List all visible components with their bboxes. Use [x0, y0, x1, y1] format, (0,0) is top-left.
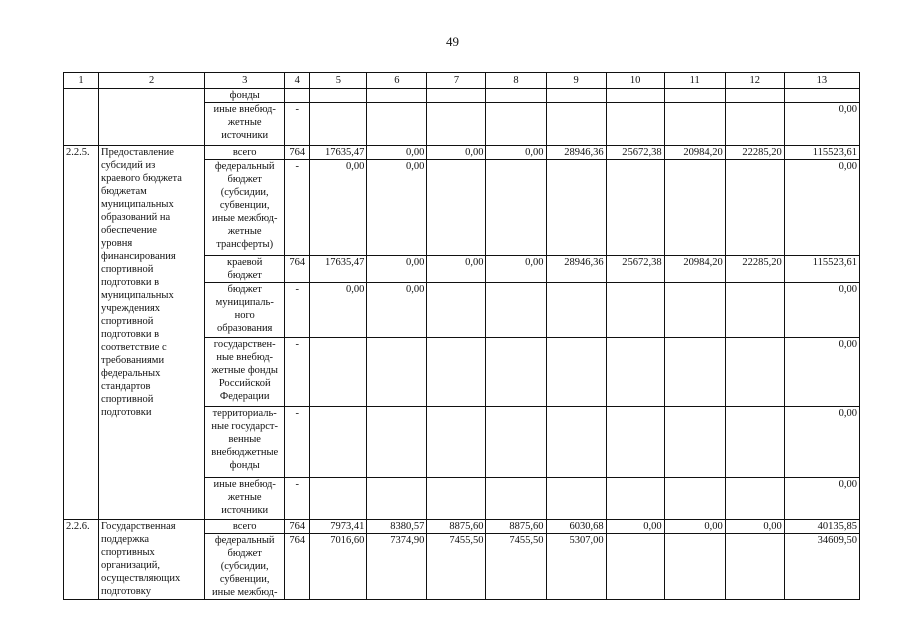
value-cell-7 — [427, 338, 486, 407]
table-body — [64, 73, 860, 600]
value-cell-6: 0,00 — [367, 256, 427, 283]
value-cell-12: 22285,20 — [725, 146, 784, 160]
value-cell-8: 7455,50 — [486, 534, 546, 600]
value-cell-9 — [546, 338, 606, 407]
value-cell-11 — [664, 478, 725, 520]
value-cell-13: 115523,61 — [784, 146, 859, 160]
code-cell: 764 — [285, 520, 310, 534]
value-cell-13: 0,00 — [784, 338, 859, 407]
value-cell-11 — [664, 103, 725, 146]
value-cell-9: 28946,36 — [546, 146, 606, 160]
value-cell-8: 0,00 — [486, 146, 546, 160]
code-cell: - — [285, 103, 310, 146]
value-cell-5 — [310, 338, 367, 407]
column-header-5: 5 — [310, 73, 367, 89]
value-cell-10: 25672,38 — [606, 146, 664, 160]
value-cell-7 — [427, 160, 486, 256]
value-cell-9 — [546, 283, 606, 338]
column-header-4: 4 — [285, 73, 310, 89]
column-header-7: 7 — [427, 73, 486, 89]
value-cell-7 — [427, 283, 486, 338]
value-cell-10: 25672,38 — [606, 256, 664, 283]
item-number-225: 2.2.5. — [64, 146, 99, 520]
value-cell-10 — [606, 478, 664, 520]
column-header-6: 6 — [367, 73, 427, 89]
value-cell-8 — [486, 283, 546, 338]
value-cell-10 — [606, 103, 664, 146]
value-cell-8 — [486, 407, 546, 478]
value-cell-7: 8875,60 — [427, 520, 486, 534]
value-cell-5: 17635,47 — [310, 146, 367, 160]
value-cell-13: 0,00 — [784, 283, 859, 338]
value-cell-7: 7455,50 — [427, 534, 486, 600]
value-cell-6: 8380,57 — [367, 520, 427, 534]
value-cell-8 — [486, 103, 546, 146]
value-cell-13: 0,00 — [784, 478, 859, 520]
code-cell: 764 — [285, 534, 310, 600]
value-cell-5 — [310, 89, 367, 103]
value-cell-9 — [546, 407, 606, 478]
value-cell-11 — [664, 534, 725, 600]
table-row — [64, 89, 860, 103]
item-name-225: Предоставление субсидий из краевого бюджета бюджетам муниципальных образований на обеспечение уровня финансирования спортивной подготовки в муниципальных учреждениях спортивной подготовки в соответствие с требованиями федеральных стандартов спортивной подготовки — [99, 146, 205, 520]
value-cell-6 — [367, 407, 427, 478]
value-cell-6 — [367, 89, 427, 103]
value-cell-12 — [725, 283, 784, 338]
funding-source-cell: федеральный бюджет (субсидии, субвенции, иные межбюд- — [205, 534, 285, 600]
value-cell-12 — [725, 407, 784, 478]
value-cell-8: 8875,60 — [486, 520, 546, 534]
table-row — [64, 146, 860, 160]
code-cell: - — [285, 160, 310, 256]
value-cell-6 — [367, 338, 427, 407]
value-cell-12 — [725, 478, 784, 520]
code-cell: 764 — [285, 146, 310, 160]
funding-source-cell: иные внебюд- жетные источники — [205, 103, 285, 146]
value-cell-7 — [427, 103, 486, 146]
value-cell-5 — [310, 478, 367, 520]
value-cell-7: 0,00 — [427, 146, 486, 160]
value-cell-11 — [664, 283, 725, 338]
funding-source-cell: фонды — [205, 89, 285, 103]
code-cell: - — [285, 338, 310, 407]
value-cell-6: 7374,90 — [367, 534, 427, 600]
column-header-9: 9 — [546, 73, 606, 89]
value-cell-8 — [486, 160, 546, 256]
header-row — [64, 73, 860, 89]
value-cell-11 — [664, 407, 725, 478]
value-cell-5: 0,00 — [310, 160, 367, 256]
funding-source-cell: бюджет муниципаль- ного образования — [205, 283, 285, 338]
value-cell-8 — [486, 478, 546, 520]
page-number: 49 — [446, 34, 459, 49]
value-cell-13 — [784, 89, 859, 103]
code-cell: - — [285, 478, 310, 520]
value-cell-7: 0,00 — [427, 256, 486, 283]
value-cell-6: 0,00 — [367, 146, 427, 160]
value-cell-9 — [546, 103, 606, 146]
value-cell-10 — [606, 407, 664, 478]
value-cell-12 — [725, 89, 784, 103]
value-cell-7 — [427, 478, 486, 520]
value-cell-11: 20984,20 — [664, 146, 725, 160]
code-cell: - — [285, 283, 310, 338]
funding-source-cell: всего — [205, 520, 285, 534]
value-cell-10 — [606, 160, 664, 256]
value-cell-12: 22285,20 — [725, 256, 784, 283]
value-cell-12 — [725, 160, 784, 256]
item-number-cell — [64, 89, 99, 146]
value-cell-10 — [606, 338, 664, 407]
funding-source-cell: территориаль- ные государст- венные внебюджетные фонды — [205, 407, 285, 478]
value-cell-7 — [427, 407, 486, 478]
value-cell-12 — [725, 534, 784, 600]
value-cell-5 — [310, 407, 367, 478]
column-header-11: 11 — [664, 73, 725, 89]
value-cell-10: 0,00 — [606, 520, 664, 534]
column-header-12: 12 — [725, 73, 784, 89]
value-cell-10 — [606, 89, 664, 103]
code-cell — [285, 89, 310, 103]
value-cell-6 — [367, 103, 427, 146]
value-cell-9: 5307,00 — [546, 534, 606, 600]
value-cell-7 — [427, 89, 486, 103]
funding-source-cell: государствен- ные внебюд- жетные фонды Российской Федерации — [205, 338, 285, 407]
value-cell-13: 34609,50 — [784, 534, 859, 600]
value-cell-9 — [546, 89, 606, 103]
funding-source-cell: всего — [205, 146, 285, 160]
value-cell-12 — [725, 103, 784, 146]
column-header-10: 10 — [606, 73, 664, 89]
funding-source-cell: федеральный бюджет (субсидии, субвенции, иные межбюд- жетные трансферты) — [205, 160, 285, 256]
value-cell-6: 0,00 — [367, 283, 427, 338]
value-cell-10 — [606, 534, 664, 600]
value-cell-11: 20984,20 — [664, 256, 725, 283]
value-cell-5: 7016,60 — [310, 534, 367, 600]
value-cell-13: 0,00 — [784, 103, 859, 146]
value-cell-10 — [606, 283, 664, 338]
code-cell: - — [285, 407, 310, 478]
item-name-226: Государственная поддержка спортивных организаций, осуществляющих подготовку — [99, 520, 205, 600]
item-name-cell — [99, 89, 205, 146]
funding-source-cell: краевой бюджет — [205, 256, 285, 283]
table-row — [64, 520, 860, 534]
value-cell-9 — [546, 478, 606, 520]
value-cell-11: 0,00 — [664, 520, 725, 534]
value-cell-13: 0,00 — [784, 160, 859, 256]
value-cell-13: 40135,85 — [784, 520, 859, 534]
value-cell-5: 7973,41 — [310, 520, 367, 534]
code-cell: 764 — [285, 256, 310, 283]
value-cell-5: 17635,47 — [310, 256, 367, 283]
value-cell-5: 0,00 — [310, 283, 367, 338]
value-cell-6: 0,00 — [367, 160, 427, 256]
column-header-1: 1 — [64, 73, 99, 89]
value-cell-13: 115523,61 — [784, 256, 859, 283]
value-cell-13: 0,00 — [784, 407, 859, 478]
value-cell-11 — [664, 89, 725, 103]
value-cell-9 — [546, 160, 606, 256]
column-header-2: 2 — [99, 73, 205, 89]
item-number-226: 2.2.6. — [64, 520, 99, 600]
column-header-3: 3 — [205, 73, 285, 89]
value-cell-8: 0,00 — [486, 256, 546, 283]
value-cell-11 — [664, 338, 725, 407]
value-cell-8 — [486, 89, 546, 103]
value-cell-5 — [310, 103, 367, 146]
budget-table — [63, 72, 860, 600]
value-cell-6 — [367, 478, 427, 520]
column-header-8: 8 — [486, 73, 546, 89]
value-cell-9: 6030,68 — [546, 520, 606, 534]
value-cell-12 — [725, 338, 784, 407]
value-cell-8 — [486, 338, 546, 407]
value-cell-11 — [664, 160, 725, 256]
value-cell-9: 28946,36 — [546, 256, 606, 283]
column-header-13: 13 — [784, 73, 859, 89]
value-cell-12: 0,00 — [725, 520, 784, 534]
funding-source-cell: иные внебюд- жетные источники — [205, 478, 285, 520]
